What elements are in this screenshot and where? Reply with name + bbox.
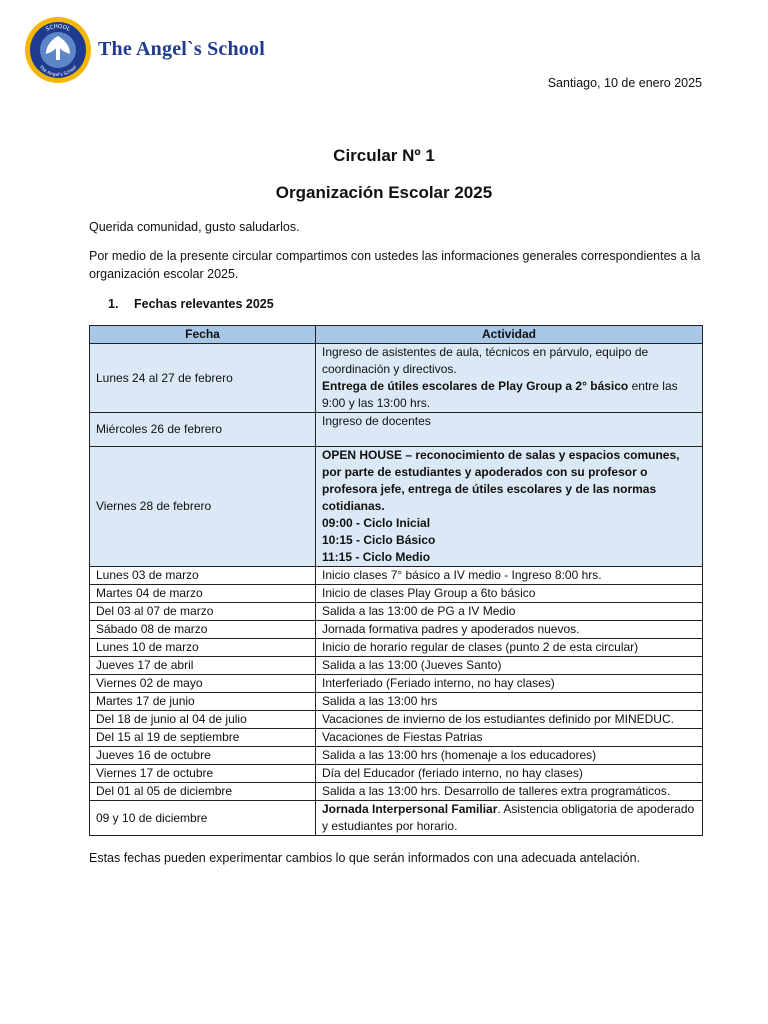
activity-text: Interferiado (Feriado interno, no hay clases) <box>322 676 555 690</box>
activity-text: entre las 9:00 y las 13:00 hrs. <box>322 379 678 410</box>
table-row <box>90 447 703 567</box>
activity-text: Salida a las 13:00 (Jueves Santo) <box>322 658 502 672</box>
row-date: Viernes 17 de octubre <box>90 765 316 783</box>
row-activity <box>316 783 703 801</box>
row-activity <box>316 413 703 447</box>
row-activity <box>316 621 703 639</box>
activity-text: 10:15 - Ciclo Básico <box>322 533 436 547</box>
row-activity <box>316 765 703 783</box>
table-row <box>90 657 703 675</box>
activity-text: Vacaciones de invierno de los estudiantes definido por MINEDUC. <box>322 712 674 726</box>
column-header-date: Fecha <box>90 326 316 344</box>
row-activity <box>316 657 703 675</box>
activity-text: . Asistencia obligatoria de apoderado y estudiantes por horario. <box>322 802 695 833</box>
row-date: Viernes 02 de mayo <box>90 675 316 693</box>
table-row <box>90 765 703 783</box>
footer-note: Estas fechas pueden experimentar cambios lo que serán informados con una adecuada antelación. <box>89 851 641 865</box>
row-date: Lunes 24 al 27 de febrero <box>90 344 316 413</box>
table-row <box>90 693 703 711</box>
row-date: Del 15 al 19 de septiembre <box>90 729 316 747</box>
table-row <box>90 603 703 621</box>
table-row <box>90 711 703 729</box>
activity-text: Vacaciones de Fiestas Patrias <box>322 730 483 744</box>
logo-ring-bottom-text: The Angel's School <box>37 65 79 79</box>
school-logo <box>24 16 92 84</box>
row-activity <box>316 447 703 567</box>
table-row <box>90 729 703 747</box>
date-line: Santiago, 10 de enero 2025 <box>547 76 702 90</box>
row-date: Viernes 28 de febrero <box>90 447 316 567</box>
activity-text: Inicio clases 7° básico a IV medio - Ingreso 8:00 hrs. <box>322 568 602 582</box>
activity-text: Salida a las 13:00 hrs <box>322 694 438 708</box>
table-row <box>90 747 703 765</box>
row-date: Miércoles 26 de febrero <box>90 413 316 447</box>
activity-text: Ingreso de asistentes de aula, técnicos en párvulo, equipo de coordinación y directivos. <box>322 345 649 376</box>
table-row <box>90 567 703 585</box>
table-row <box>90 344 703 413</box>
activity-text: Jornada Interpersonal Familiar <box>322 802 498 816</box>
activity-text: Día del Educador (feriado interno, no hay clases) <box>322 766 583 780</box>
table-row <box>90 413 703 447</box>
activity-text: Jornada formativa padres y apoderados nuevos. <box>322 622 580 636</box>
table-row <box>90 621 703 639</box>
table-row <box>90 585 703 603</box>
circular-title: Circular Nº 1 <box>333 146 435 165</box>
activity-text: Salida a las 13:00 hrs. Desarrollo de talleres extra programáticos. <box>322 784 671 798</box>
row-activity <box>316 567 703 585</box>
activity-text: Entrega de útiles escolares de Play Group a 2° básico <box>322 379 629 393</box>
row-date: Martes 04 de marzo <box>90 585 316 603</box>
column-header-activity: Actividad <box>316 326 703 344</box>
row-date: Sábado 08 de marzo <box>90 621 316 639</box>
row-date: Del 01 al 05 de diciembre <box>90 783 316 801</box>
activity-text: 11:15 - Ciclo Medio <box>322 550 431 564</box>
activity-text: Inicio de horario regular de clases (punto 2 de esta circular) <box>322 640 639 654</box>
row-activity <box>316 675 703 693</box>
row-activity <box>316 729 703 747</box>
table-body <box>90 344 703 836</box>
row-date: Martes 17 de junio <box>90 693 316 711</box>
activity-text: OPEN HOUSE – reconocimiento de salas y espacios comunes, por parte de estudiantes y apoderados con su profesor o profesora jefe, entrega de útiles escolares y de las normas cotidianas. <box>322 448 680 513</box>
row-activity <box>316 639 703 657</box>
table-header-row <box>90 326 703 344</box>
activity-text: Inicio de clases Play Group a 6to básico <box>322 586 536 600</box>
activity-text: 09:00 - Ciclo Inicial <box>322 516 431 530</box>
table-row <box>90 675 703 693</box>
row-date: Jueves 17 de abril <box>90 657 316 675</box>
row-date: Del 03 al 07 de marzo <box>90 603 316 621</box>
row-date: 09 y 10 de diciembre <box>90 801 316 836</box>
row-activity <box>316 693 703 711</box>
activity-text: Ingreso de docentes <box>322 414 431 428</box>
section-title: Fechas relevantes 2025 <box>134 297 274 311</box>
row-date: Del 18 de junio al 04 de julio <box>90 711 316 729</box>
row-activity <box>316 603 703 621</box>
section-number: 1. <box>108 297 119 311</box>
row-activity <box>316 747 703 765</box>
table-row <box>90 783 703 801</box>
activity-text: Salida a las 13:00 de PG a IV Medio <box>322 604 516 618</box>
section-heading <box>108 297 274 311</box>
dates-table <box>89 325 703 836</box>
table-row <box>90 639 703 657</box>
row-activity <box>316 711 703 729</box>
intro-paragraph: Por medio de la presente circular compartimos con ustedes las informaciones generales correspondientes a la organización escolar 2025. <box>89 249 701 281</box>
table-row <box>90 801 703 836</box>
school-name: The Angel`s School <box>98 38 265 60</box>
activity-text: Salida a las 13:00 hrs (homenaje a los educadores) <box>322 748 597 762</box>
organization-title: Organización Escolar 2025 <box>275 183 493 202</box>
row-date: Lunes 10 de marzo <box>90 639 316 657</box>
row-activity <box>316 801 703 836</box>
row-activity <box>316 344 703 413</box>
row-date: Lunes 03 de marzo <box>90 567 316 585</box>
logo-ring-text: SCHOOL <box>45 23 71 33</box>
row-date: Jueves 16 de octubre <box>90 747 316 765</box>
greeting: Querida comunidad, gusto saludarlos. <box>89 220 300 234</box>
row-activity <box>316 585 703 603</box>
